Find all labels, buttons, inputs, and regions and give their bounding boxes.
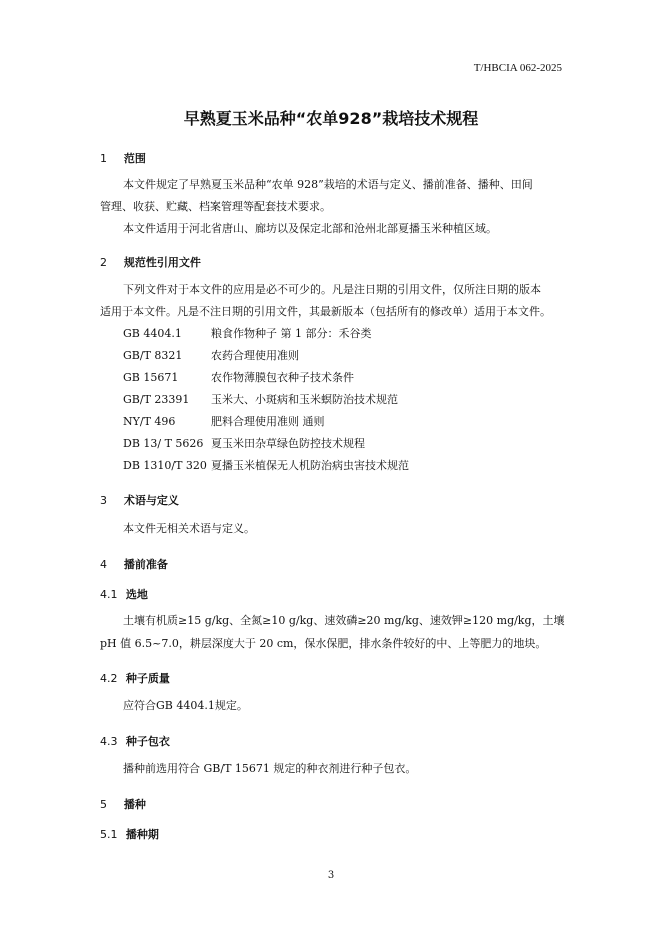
paragraph: 应符合GB 4404.1规定。 (123, 699, 248, 712)
section-title: 术语与定义 (123, 494, 179, 507)
paragraph: 管理、收获、贮藏、档案管理等配套技术要求。 (100, 200, 331, 213)
section-number: 5.1 (100, 828, 118, 841)
document-title: 早熟夏玉米品种“农单928”栽培技术规程 (183, 109, 479, 128)
section-title: 播种期 (125, 828, 159, 841)
section-title: 范围 (123, 152, 146, 165)
reference-code: DB 1310/T 320 (123, 459, 207, 472)
paragraph: 播种前选用符合 GB/T 15671 规定的种衣剂进行种子包衣。 (123, 762, 417, 775)
reference-item (123, 367, 354, 389)
section-5-heading (100, 796, 146, 812)
section-1-heading (100, 150, 146, 166)
reference-item (123, 455, 409, 477)
document-number: T/HBCIA 062-2025 (473, 62, 562, 74)
reference-code: GB/T 23391 (123, 393, 190, 406)
section-number: 1 (100, 152, 107, 165)
section-number: 4.1 (100, 588, 118, 601)
reference-item (123, 389, 398, 411)
reference-name: 夏播玉米植保无人机防治病虫害技术规范 (211, 459, 409, 472)
section-title: 播前准备 (123, 558, 168, 571)
section-number: 3 (100, 494, 107, 507)
paragraph: 适用于本文件。凡是不注日期的引用文件，其最新版本（包括所有的修改单）适用于本文件。 (100, 305, 551, 318)
section-title: 规范性引用文件 (123, 256, 201, 269)
section-number: 4 (100, 558, 107, 571)
paragraph: 土壤有机质≥15 g/kg、全氮≥10 g/kg、速效磷≥20 mg/kg、速效钾≥120 mg/kg，土壤 (123, 614, 565, 627)
reference-code: GB 4404.1 (123, 327, 182, 340)
section-number: 5 (100, 798, 107, 811)
subsection-4-2-heading (100, 670, 170, 686)
section-number: 2 (100, 256, 107, 269)
reference-item (123, 345, 299, 367)
section-3-heading (100, 492, 179, 508)
reference-code: DB 13/ T 5626 (123, 437, 204, 450)
page-number: 3 (327, 870, 335, 881)
reference-code: NY/T 496 (123, 415, 176, 428)
section-number: 4.3 (100, 735, 118, 748)
reference-item (123, 323, 372, 345)
reference-item (123, 411, 325, 433)
reference-name: 肥料合理使用准则 通则 (211, 415, 325, 428)
paragraph: 本文件适用于河北省唐山、廊坊以及保定北部和沧州北部夏播玉米种植区域。 (123, 222, 497, 235)
section-title: 播种 (123, 798, 146, 811)
subsection-4-1-heading (100, 586, 148, 602)
section-title: 种子包衣 (125, 735, 170, 748)
reference-name: 农药合理使用准则 (211, 349, 299, 362)
section-number: 4.2 (100, 672, 118, 685)
subsection-4-3-heading (100, 733, 170, 749)
reference-name: 夏玉米田杂草绿色防控技术规程 (211, 437, 365, 450)
subsection-5-1-heading (100, 826, 159, 842)
paragraph: pH 值 6.5~7.0，耕层深度大于 20 cm，保水保肥，排水条件较好的中、上等肥力的地块。 (100, 637, 547, 650)
paragraph: 本文件规定了早熟夏玉米品种“农单 928”栽培的术语与定义、播前准备、播种、田间 (123, 178, 533, 191)
reference-item (123, 433, 365, 455)
reference-code: GB 15671 (123, 371, 179, 384)
reference-code: GB/T 8321 (123, 349, 183, 362)
paragraph: 本文件无相关术语与定义。 (123, 522, 255, 535)
paragraph: 下列文件对于本文件的应用是必不可少的。凡是注日期的引用文件，仅所注日期的版本 (123, 283, 541, 296)
reference-name: 农作物薄膜包衣种子技术条件 (211, 371, 354, 384)
reference-name: 玉米大、小斑病和玉米螟防治技术规范 (211, 393, 398, 406)
section-4-heading (100, 556, 168, 572)
section-title: 选地 (125, 588, 148, 601)
section-2-heading (100, 254, 201, 270)
section-title: 种子质量 (125, 672, 170, 685)
reference-name: 粮食作物种子 第 1 部分：禾谷类 (211, 327, 372, 340)
